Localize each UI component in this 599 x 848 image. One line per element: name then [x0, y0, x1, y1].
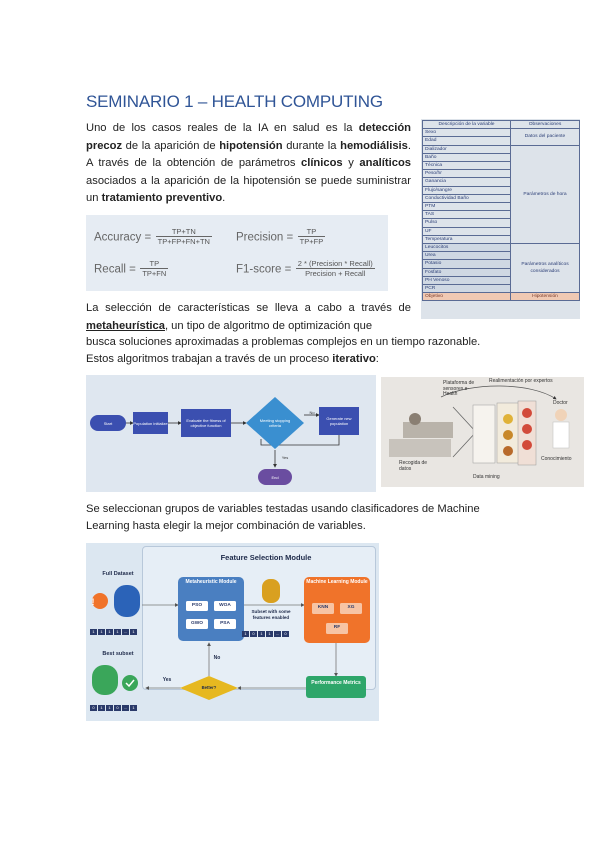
meta-text-2: , un tipo de algoritmo de optimización que	[164, 319, 373, 332]
fsm-yes-label: Yes	[162, 677, 172, 683]
meta-line3-colon: :	[375, 353, 379, 365]
table-header-variable: Descripción de la variable	[423, 121, 511, 129]
conocimiento-label: Conocimiento	[541, 456, 572, 462]
page-title: SEMINARIO 1 – HEALTH COMPUTING	[86, 92, 383, 111]
bed-shape	[403, 422, 453, 438]
f1-formula	[236, 259, 375, 278]
feature-selection-diagram	[86, 543, 379, 721]
metrics-formula-image	[86, 215, 388, 291]
bit-cell: ...	[123, 629, 128, 634]
flow-start: Start	[90, 415, 126, 431]
variable-cell: Conductividad Baño	[423, 194, 511, 202]
observation-cell: Datos del paciente	[511, 129, 580, 145]
f1-numerator: 2 * (Precision * Recall)	[297, 259, 373, 268]
bit-cell: 1	[130, 705, 137, 711]
precision-label: Precision =	[236, 231, 294, 244]
precision-denominator: TP+FP	[299, 237, 324, 246]
variable-cell: Potasio	[423, 260, 511, 268]
variable-cell: Técnica	[423, 162, 511, 170]
full-dataset-icon	[114, 585, 140, 617]
recogida-label: Recogida de datos	[399, 460, 428, 472]
metaheuristic-flowchart	[86, 375, 376, 492]
variable-cell: Sexo	[423, 129, 511, 137]
variable-cell: Pulso	[423, 219, 511, 227]
patient-head	[409, 413, 421, 425]
subset-label: Subset with some features enabled	[251, 609, 291, 620]
bit-cell: 1	[90, 629, 97, 635]
variable-cell: Urea	[423, 252, 511, 260]
variables-table	[422, 120, 580, 301]
accuracy-denominator: TP+FP+FN+TN	[157, 237, 210, 246]
meta-text-1: La selección de características se lleva a cabo a través de	[86, 302, 411, 314]
flow-evaluate-fitness: Evaluate the fitness of objective function	[181, 409, 231, 437]
flow-yes-label: Yes	[281, 454, 289, 460]
intro-text-6: asociados a la aparición de la hipotensión se puede suministrar un	[86, 174, 411, 205]
meta-line3-text: Estos algoritmos trabajan a través de un proceso	[86, 353, 333, 365]
best-subset-label: Best subset	[102, 651, 134, 657]
selection-line-2: Learning hasta elegir la mejor combinación de variables.	[86, 520, 366, 532]
bit-cell: 0	[114, 705, 121, 711]
feedback-label: Realimentación por expertos	[489, 378, 553, 384]
intro-bold-5: analíticos	[359, 157, 411, 170]
bit-cell: 1	[114, 629, 121, 635]
bit-cell: 0	[282, 631, 289, 637]
performance-metrics: Performance Metrics	[306, 676, 366, 698]
bit-cell: ...	[275, 631, 280, 636]
platform-label: Plataforma de sensores e-Health	[443, 380, 475, 398]
variable-cell: PH Venoso	[423, 276, 511, 284]
bit-cell: 1	[258, 631, 265, 637]
subset-bits	[242, 631, 289, 637]
table-header-observations: Observaciones	[511, 121, 580, 129]
data-panel-1	[473, 405, 495, 463]
variables-table-image	[421, 119, 580, 319]
table-row	[423, 145, 580, 153]
bit-cell: 1	[98, 629, 105, 635]
ehealth-platform-photo	[381, 377, 584, 487]
selection-line-1: Se seleccionan grupos de variables testadas usando clasificadores de Machine	[86, 503, 480, 515]
meta-line3-bold: iterativo	[332, 353, 376, 365]
flow-no-label: No	[309, 409, 315, 415]
variable-cell: Baño	[423, 153, 511, 161]
bed-base	[389, 439, 451, 457]
intro-bold-2: hipotensión	[219, 139, 283, 152]
metaheuristic-paragraph	[86, 300, 411, 335]
variable-cell: PCR	[423, 285, 511, 293]
variable-cell: Peso/hr	[423, 170, 511, 178]
full-dataset-label: Full Dataset	[102, 571, 134, 577]
intro-text-1: Uno de los casos reales de la IA en salud es la	[86, 122, 359, 134]
data-mining-label: Data mining	[473, 474, 500, 480]
warning-mark: !	[91, 597, 95, 607]
intro-text-4: . A través de la obtención de parámetros	[86, 139, 411, 170]
fsm-no-label: No	[213, 655, 221, 661]
decision-better: Better?	[201, 685, 217, 690]
variable-cell: Fosfato	[423, 268, 511, 276]
model-xg: XG	[340, 603, 362, 614]
variable-cell: Flujo/sangre	[423, 186, 511, 194]
metaheuristic-line-3	[86, 351, 526, 369]
best-subset-icon	[92, 665, 118, 695]
flow-generate-population: Generate new population	[319, 407, 359, 435]
table-row	[423, 129, 580, 137]
target-variable-cell: Objetivo	[423, 293, 511, 301]
check-icon	[122, 675, 138, 691]
bit-cell: 0	[250, 631, 257, 637]
intro-bold-3: hemodiálisis	[340, 139, 408, 152]
bit-cell: 1	[266, 631, 273, 637]
metaheuristic-line-2: busca soluciones aproximadas a problemas complejos en un tiempo razonable.	[86, 336, 481, 348]
best-subset-bits	[90, 705, 137, 711]
variable-cell: Temperatura	[423, 235, 511, 243]
target-observation-cell: Hipotensión	[511, 293, 580, 301]
doctor-coat	[553, 422, 569, 448]
flow-population-init: Population initialize	[133, 412, 168, 434]
algo-gwo: GWO	[186, 619, 208, 629]
metaheuristic-module-title: Metaheuristic Module	[185, 579, 237, 585]
variable-cell: UF	[423, 227, 511, 235]
ml-module-title: Machine Learning Module	[306, 579, 368, 585]
bit-cell: 1	[98, 705, 105, 711]
recall-denominator: TP+FN	[142, 269, 167, 278]
bit-cell: 1	[106, 705, 113, 711]
flow-end: End	[258, 469, 292, 485]
bit-cell: 1	[242, 631, 249, 637]
doctor-head	[555, 409, 567, 421]
algo-psa: PSA	[214, 619, 236, 629]
model-rf: RF	[326, 623, 348, 634]
intro-bold-1: detección precoz	[86, 122, 411, 152]
algo-pso: PSO	[186, 601, 208, 611]
intro-text-2: de la aparición de	[122, 139, 220, 152]
accuracy-label: Accuracy =	[94, 231, 152, 244]
variable-cell: TAS	[423, 211, 511, 219]
variable-cell: Ganancia	[423, 178, 511, 186]
f1-label: F1-score =	[236, 263, 292, 276]
bit-cell: ...	[123, 705, 128, 710]
accuracy-numerator: TP+TN	[156, 227, 212, 237]
accuracy-formula	[94, 227, 212, 246]
flow-decision-label: Meeting stopping criteria	[259, 418, 291, 428]
intro-text-3: durante la	[282, 139, 341, 152]
variable-cell: Leucocitos	[423, 244, 511, 252]
recall-numerator: TP	[140, 259, 168, 269]
target-row	[423, 293, 580, 301]
meta-term: metaheurística	[86, 319, 165, 332]
recall-label: Recall =	[94, 263, 136, 276]
doctor-label: Doctor	[553, 400, 568, 406]
algo-woa: WOA	[214, 601, 236, 611]
fsm-title: Feature Selection Module	[220, 553, 312, 562]
bit-cell: 1	[130, 629, 137, 635]
precision-numerator: TP	[298, 227, 326, 237]
f1-denominator: Precision + Recall	[305, 269, 366, 278]
intro-bold-6: tratamiento preventivo	[101, 192, 223, 205]
precision-formula	[236, 227, 325, 246]
bit-cell: 1	[106, 629, 113, 635]
observation-cell: Parámetros analíticos considerados	[511, 244, 580, 293]
full-dataset-bits	[90, 629, 137, 635]
variable-cell: Edad	[423, 137, 511, 145]
observation-cell: Parámetros de hora	[511, 145, 580, 243]
bit-cell: 0	[90, 705, 97, 711]
intro-text-5: y	[342, 157, 360, 170]
subset-dataset-icon	[262, 579, 280, 603]
table-row	[423, 244, 580, 252]
model-knn: KNN	[312, 603, 334, 614]
intro-text-7: .	[222, 192, 226, 205]
variable-cell: Dializador	[423, 145, 511, 153]
variable-cell: PTM	[423, 203, 511, 211]
intro-bold-4: clínicos	[300, 157, 343, 170]
recall-formula	[94, 259, 168, 278]
intro-paragraph	[86, 120, 411, 208]
